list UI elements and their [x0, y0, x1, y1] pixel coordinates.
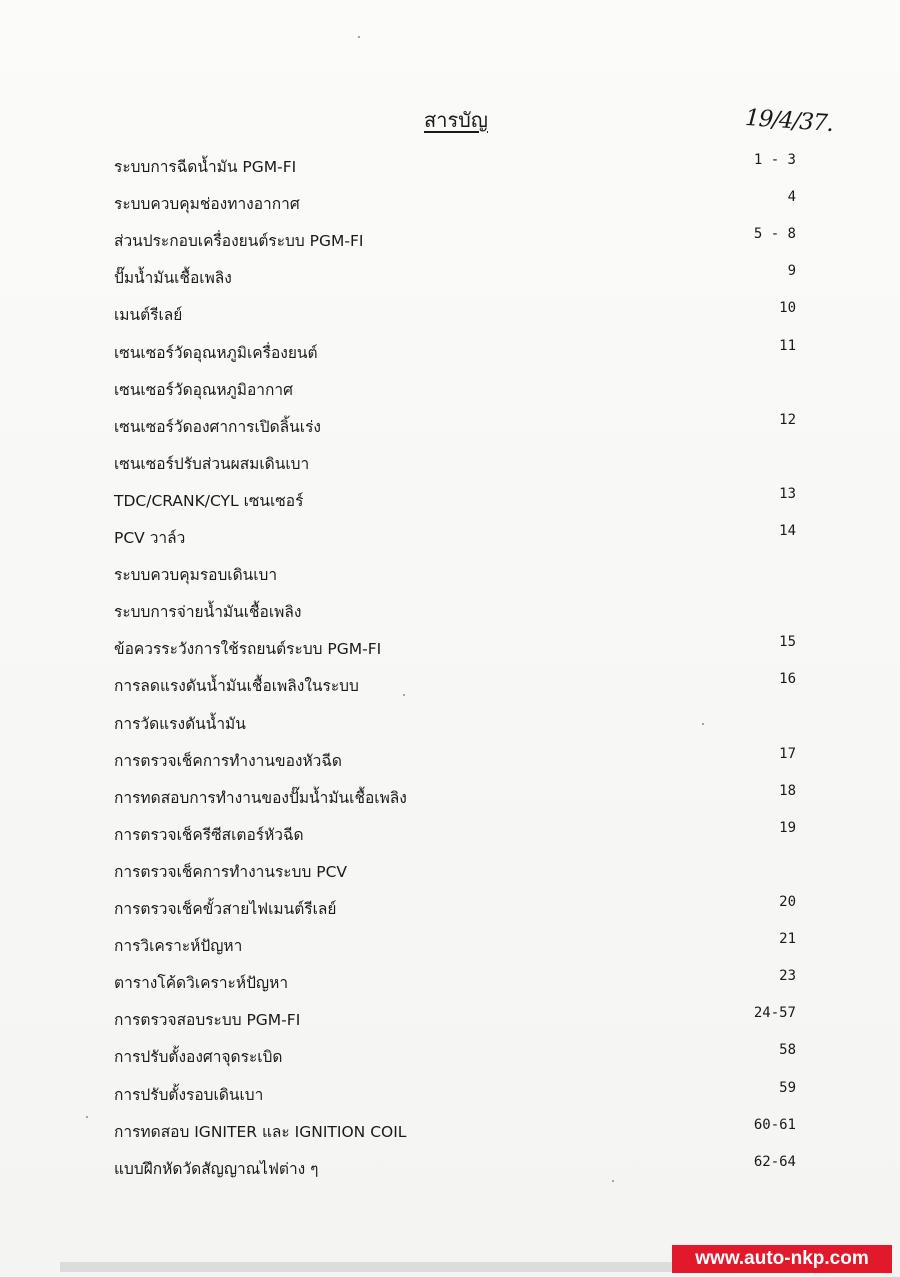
scan-speck [612, 1180, 614, 1182]
toc-entry [114, 1119, 796, 1145]
handwritten-date: 19/4/37. [744, 104, 834, 138]
toc-entry-title: ระบบควบคุมรอบเดินเบา [114, 566, 278, 584]
scan-speck [86, 1116, 88, 1118]
toc-entry-title: แบบฝึกหัดวัดสัญญาณไฟต่าง ๆ [114, 1160, 319, 1178]
toc-entry-page: 1 - 3 [753, 152, 796, 168]
toc-entry-title: การปรับตั้งองศาจุดระเบิด [114, 1048, 283, 1066]
toc-entry-page: 15 [779, 634, 796, 650]
toc-entry-page: 4 [787, 189, 796, 205]
watermark-badge: www.auto-nkp.com [672, 1245, 892, 1273]
toc-entry [114, 1082, 796, 1108]
toc-entry-page: 14 [779, 523, 796, 539]
toc-entry [114, 970, 796, 996]
toc-entry-page: 12 [779, 412, 796, 428]
toc-entry [114, 525, 796, 551]
toc-entry-title: เซนเซอร์วัดองศาการเปิดลิ้นเร่ง [114, 418, 321, 436]
toc-entry [114, 377, 796, 403]
toc-entry-title: ระบบควบคุมช่องทางอากาศ [114, 195, 300, 213]
toc-entry-title: ระบบการฉีดน้ำมัน PGM-FI [114, 158, 297, 176]
toc-entry-page: 11 [779, 338, 796, 354]
toc-entry-title: ปั๊มน้ำมันเชื้อเพลิง [114, 269, 232, 287]
toc-entry-title: การวิเคราะห์ปัญหา [114, 937, 243, 955]
toc-entry-title: ข้อควรระวังการใช้รถยนต์ระบบ PGM-FI [114, 640, 382, 658]
toc-entry-title: การวัดแรงดันน้ำมัน [114, 715, 246, 733]
toc-entry-title: เซนเซอร์ปรับส่วนผสมเดินเบา [114, 455, 310, 473]
toc-entry-page: 9 [787, 263, 796, 279]
toc-entry-title: เมนต์รีเลย์ [114, 306, 183, 324]
toc-entry-page: 60-61 [753, 1117, 796, 1133]
toc-entry-title: ตารางโค้ดวิเคราะห์ปัญหา [114, 974, 289, 992]
toc-entry [114, 228, 796, 254]
toc-entry [114, 748, 796, 774]
scan-speck [358, 36, 360, 38]
toc-entry-page: 19 [779, 820, 796, 836]
toc-entry [114, 599, 796, 625]
toc-entry [114, 636, 796, 662]
scan-speck [702, 723, 704, 725]
toc-entry-title: การทดสอบ IGNITER และ IGNITION COIL [114, 1123, 407, 1141]
toc-entry-title: การปรับตั้งรอบเดินเบา [114, 1086, 264, 1104]
toc-entry-page: 18 [779, 783, 796, 799]
toc-entry-title: การตรวจเช็คขั้วสายไฟเมนต์รีเลย์ [114, 900, 337, 918]
toc-entry [114, 1156, 796, 1182]
toc-entry-title: ส่วนประกอบเครื่องยนต์ระบบ PGM-FI [114, 232, 364, 250]
toc-entry-page: 17 [779, 746, 796, 762]
toc-entry-title: การลดแรงดันน้ำมันเชื้อเพลิงในระบบ [114, 677, 359, 695]
toc-entry-page: 59 [779, 1080, 796, 1096]
toc-entry-title: การตรวจสอบระบบ PGM-FI [114, 1011, 301, 1029]
toc-entry [114, 859, 796, 885]
toc-entry-page: 20 [779, 894, 796, 910]
toc-entry [114, 673, 796, 699]
toc-entry [114, 414, 796, 440]
toc-entry-page: 10 [779, 300, 796, 316]
toc-entry [114, 340, 796, 366]
toc-entry-title: PCV วาล์ว [114, 529, 186, 547]
toc-entry [114, 896, 796, 922]
toc-entry [114, 562, 796, 588]
toc-entry [114, 1044, 796, 1070]
toc-entry [114, 488, 796, 514]
toc-entry [114, 1007, 796, 1033]
toc-entry [114, 302, 796, 328]
scan-speck [403, 694, 405, 696]
toc-entry-title: ระบบการจ่ายน้ำมันเชื้อเพลิง [114, 603, 302, 621]
toc-entry [114, 711, 796, 737]
toc-entry [114, 154, 796, 180]
toc-entry-title: การตรวจเช็ครีซีสเตอร์หัวฉีด [114, 826, 304, 844]
toc-entry-title: TDC/CRANK/CYL เซนเซอร์ [114, 492, 304, 510]
toc-entry-page: 62-64 [753, 1154, 796, 1170]
toc-entry-title: การตรวจเช็คการทำงานระบบ PCV [114, 863, 348, 881]
page-title: สารบัญ [424, 108, 488, 132]
toc-entry-title: เซนเซอร์วัดอุณหภูมิเครื่องยนต์ [114, 344, 318, 362]
toc-entry-page: 21 [779, 931, 796, 947]
toc-entry [114, 933, 796, 959]
toc-entry-page: 58 [779, 1042, 796, 1058]
toc-entry-page: 16 [779, 671, 796, 687]
toc-entry-page: 24-57 [753, 1005, 796, 1021]
toc-entry-title: การตรวจเช็คการทำงานของหัวฉีด [114, 752, 342, 770]
toc-entry-page: 5 - 8 [753, 226, 796, 242]
toc-entry-page: 13 [779, 486, 796, 502]
toc-entry-title: เซนเซอร์วัดอุณหภูมิอากาศ [114, 381, 293, 399]
toc-entry-page: 23 [779, 968, 796, 984]
toc-entry [114, 785, 796, 811]
toc-entry [114, 191, 796, 217]
scan-edge-shadow [60, 1262, 700, 1272]
toc-entry-title: การทดสอบการทำงานของปั๊มน้ำมันเชื้อเพลิง [114, 789, 407, 807]
toc-entry [114, 822, 796, 848]
toc-entry [114, 265, 796, 291]
toc-entry [114, 451, 796, 477]
